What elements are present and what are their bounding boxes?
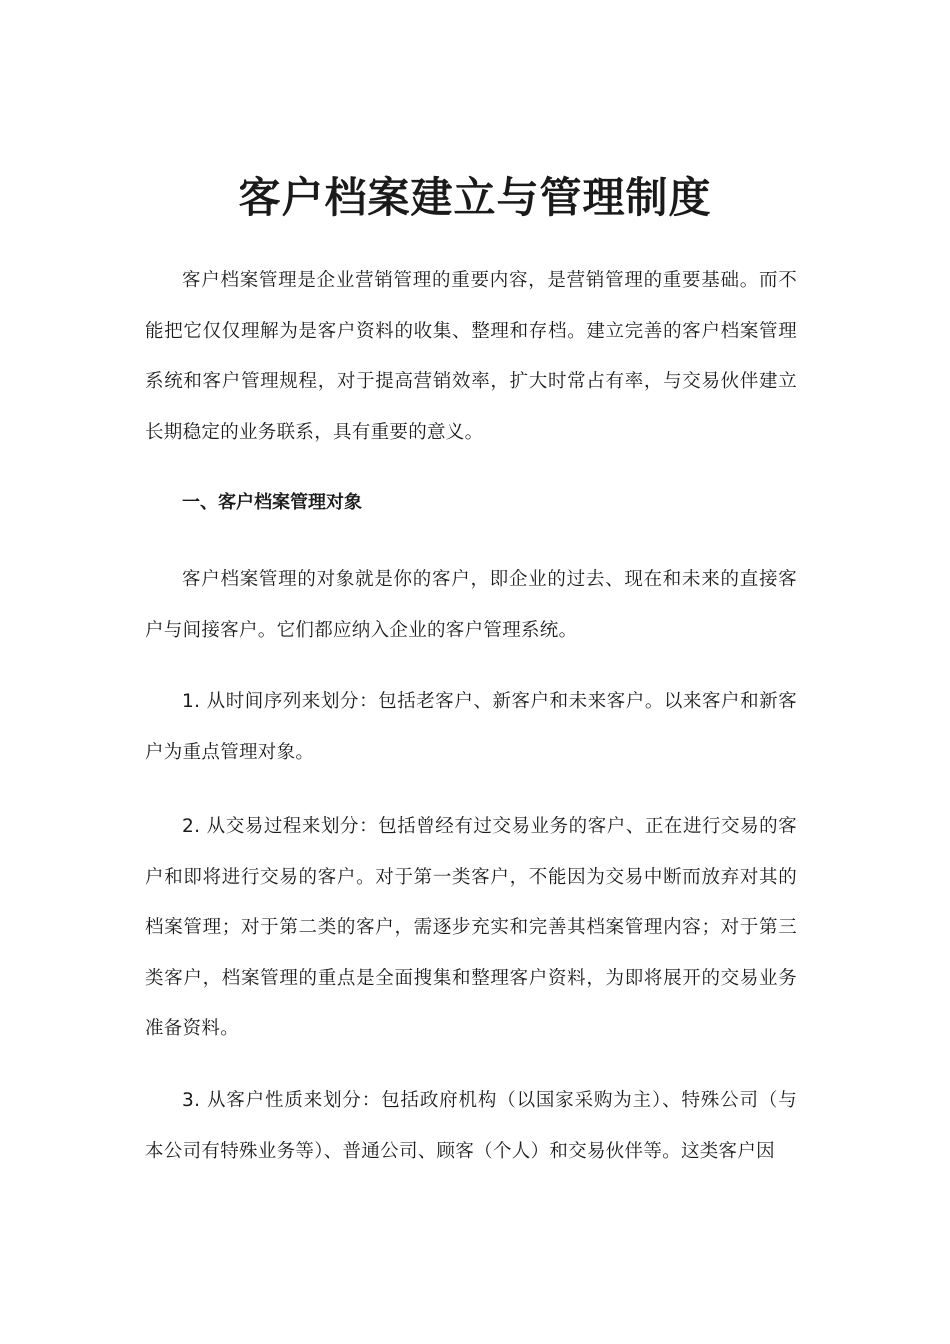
intro-paragraph: 客户档案管理是企业营销管理的重要内容，是营销管理的重要基础。而不能把它仅仅理解为是客户资料的收集、整理和存档。建立完善的客户档案管理系统和客户管理规程，对于提高营销效率，扩大时常占有率，与交易伙伴建立长期稳定的业务联系，具有重要的意义。 <box>145 270 797 443</box>
list-item: 3. 从客户性质来划分：包括政府机构（以国家采购为主）、特殊公司（与本公司有特殊业务等）、普通公司、顾客（个人）和交易伙伴等。这类客户因 <box>145 1090 797 1162</box>
section-body-paragraph: 客户档案管理的对象就是你的客户，即企业的过去、现在和未来的直接客户与间接客户。它们都应纳入企业的客户管理系统。 <box>145 569 797 641</box>
list-item: 2. 从交易过程来划分：包括曾经有过交易业务的客户、正在进行交易的客户和即将进行交易的客户。对于第一类客户，不能因为交易中断而放弃对其的档案管理；对于第二类的客户，需逐步充实和完善其档案管理内容；对于第三类客户，档案管理的重点是全面搜集和整理客户资料，为即将展开的交易业务准备资料。 <box>145 816 797 1039</box>
list-item: 1. 从时间序列来划分：包括老客户、新客户和未来客户。以来客户和新客户为重点管理对象。 <box>145 691 797 763</box>
document-title: 客户档案建立与管理制度 <box>238 173 712 222</box>
section-heading: 一、客户档案管理对象 <box>182 492 362 513</box>
